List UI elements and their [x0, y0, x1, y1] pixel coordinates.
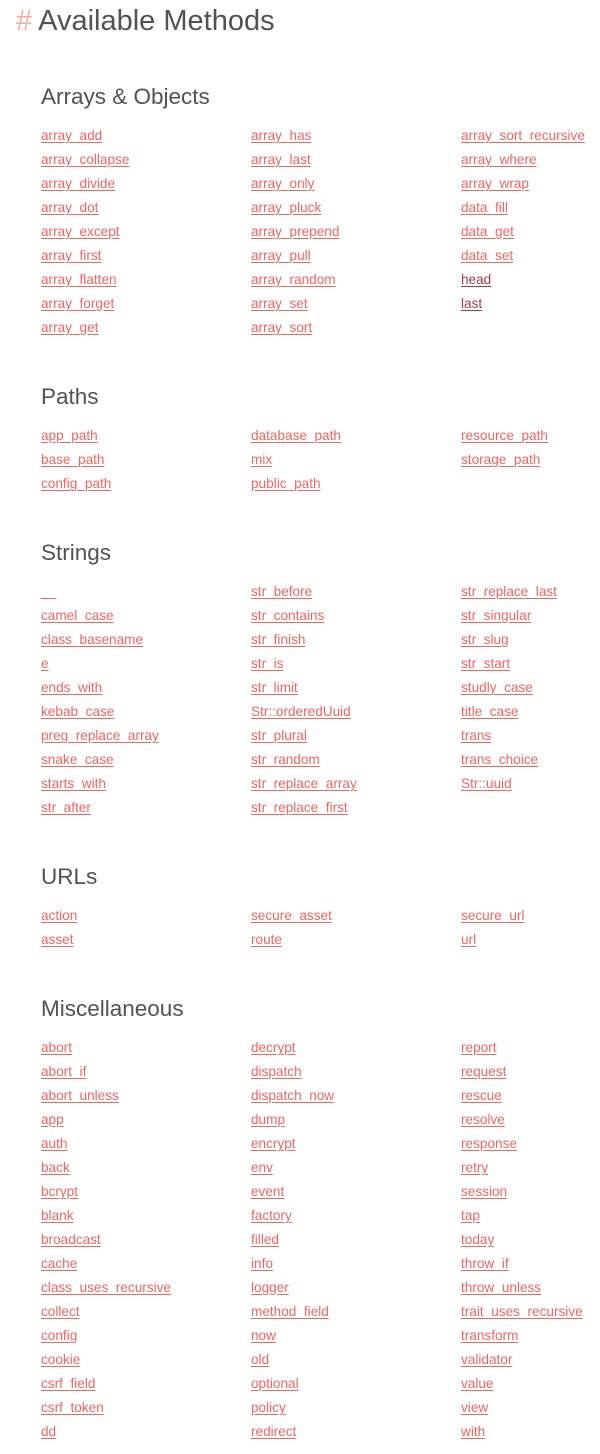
- method-link[interactable]: array_flatten: [41, 272, 117, 287]
- section-paths: [41, 382, 600, 496]
- method-link[interactable]: encrypt: [251, 1136, 296, 1151]
- method-link[interactable]: logger: [251, 1280, 289, 1295]
- method-link[interactable]: starts_with: [41, 776, 106, 791]
- method-link[interactable]: retry: [461, 1160, 489, 1175]
- method-link[interactable]: dump: [251, 1112, 286, 1127]
- method-link[interactable]: url: [461, 932, 477, 947]
- method-link[interactable]: Str::uuid: [461, 776, 512, 791]
- section-title: Strings: [41, 540, 112, 565]
- page-title-text: Available Methods: [38, 5, 275, 37]
- section-title: Paths: [41, 384, 99, 409]
- method-link[interactable]: config_path: [41, 476, 112, 491]
- method-column: [461, 424, 600, 496]
- method-link[interactable]: array_random: [251, 272, 336, 287]
- method-link[interactable]: array_pull: [251, 248, 311, 263]
- method-link[interactable]: str_slug: [461, 632, 509, 647]
- method-link[interactable]: trans: [461, 728, 492, 743]
- method-link[interactable]: array_except: [41, 224, 120, 239]
- method-link[interactable]: config: [41, 1328, 78, 1343]
- section-urls: [41, 862, 600, 952]
- method-link[interactable]: dispatch_now: [251, 1088, 335, 1103]
- method-link[interactable]: redirect: [251, 1424, 297, 1439]
- method-link[interactable]: method_field: [251, 1304, 329, 1319]
- method-link[interactable]: collect: [41, 1304, 80, 1319]
- method-column: [41, 1036, 251, 1444]
- method-link[interactable]: array_dot: [41, 200, 99, 215]
- method-link[interactable]: array_get: [41, 320, 99, 335]
- method-link[interactable]: now: [251, 1328, 276, 1343]
- method-link[interactable]: report: [461, 1040, 497, 1055]
- method-link[interactable]: array_wrap: [461, 176, 529, 191]
- method-link[interactable]: abort: [41, 1040, 72, 1055]
- method-link[interactable]: csrf_token: [41, 1400, 104, 1415]
- method-column: [251, 1036, 461, 1444]
- method-link[interactable]: head: [461, 272, 492, 287]
- method-link[interactable]: cookie: [41, 1352, 81, 1367]
- method-link[interactable]: array_first: [41, 248, 102, 263]
- method-link[interactable]: array_divide: [41, 176, 116, 191]
- method-link[interactable]: session: [461, 1184, 508, 1199]
- method-link[interactable]: secure_url: [461, 908, 525, 923]
- method-link[interactable]: optional: [251, 1376, 299, 1391]
- method-link[interactable]: str_random: [251, 752, 320, 767]
- method-link[interactable]: abort_if: [41, 1064, 87, 1079]
- method-link[interactable]: bcrypt: [41, 1184, 79, 1199]
- method-columns: [41, 1036, 600, 1444]
- method-link[interactable]: dd: [41, 1424, 57, 1439]
- method-link[interactable]: back: [41, 1160, 70, 1175]
- method-link[interactable]: array_forget: [41, 296, 115, 311]
- method-column: [41, 424, 251, 496]
- method-link[interactable]: base_path: [41, 452, 105, 467]
- method-link[interactable]: dispatch: [251, 1064, 302, 1079]
- method-link[interactable]: array_pluck: [251, 200, 322, 215]
- method-columns: [41, 424, 600, 496]
- method-link[interactable]: e: [41, 656, 49, 671]
- method-link[interactable]: str_plural: [251, 728, 307, 743]
- method-link[interactable]: throw_if: [461, 1256, 509, 1271]
- method-link[interactable]: snake_case: [41, 752, 114, 767]
- method-link[interactable]: str_replace_array: [251, 776, 357, 791]
- method-link[interactable]: array_where: [461, 152, 537, 167]
- method-column: [251, 580, 461, 820]
- method-column: [251, 424, 461, 496]
- method-link[interactable]: storage_path: [461, 452, 541, 467]
- method-link[interactable]: response: [461, 1136, 517, 1151]
- method-link[interactable]: array_has: [251, 128, 312, 143]
- method-columns: [41, 904, 600, 952]
- method-link[interactable]: env: [251, 1160, 273, 1175]
- method-link[interactable]: validator: [461, 1352, 513, 1367]
- method-link[interactable]: str_after: [41, 800, 91, 815]
- method-link[interactable]: decrypt: [251, 1040, 296, 1055]
- method-link[interactable]: app_path: [41, 428, 98, 443]
- method-link[interactable]: factory: [251, 1208, 292, 1223]
- method-link[interactable]: array_sort: [251, 320, 313, 335]
- method-link[interactable]: array_last: [251, 152, 311, 167]
- method-link[interactable]: broadcast: [41, 1232, 101, 1247]
- method-column: [251, 124, 461, 340]
- method-link[interactable]: array_prepend: [251, 224, 340, 239]
- method-link[interactable]: public_path: [251, 476, 321, 491]
- method-column: [41, 904, 251, 952]
- method-link[interactable]: route: [251, 932, 282, 947]
- method-columns: [41, 124, 600, 340]
- method-column: [41, 580, 251, 820]
- method-link[interactable]: str_is: [251, 656, 284, 671]
- method-link[interactable]: blank: [41, 1208, 74, 1223]
- method-link[interactable]: str_limit: [251, 680, 298, 695]
- method-link[interactable]: info: [251, 1256, 273, 1271]
- method-link[interactable]: view: [461, 1400, 489, 1415]
- method-link[interactable]: array_set: [251, 296, 308, 311]
- method-link[interactable]: Str::orderedUuid: [251, 704, 351, 719]
- method-link[interactable]: str_finish: [251, 632, 306, 647]
- method-link[interactable]: trans_choice: [461, 752, 539, 767]
- method-link[interactable]: str_before: [251, 584, 313, 599]
- method-link[interactable]: cache: [41, 1256, 78, 1271]
- method-columns: [41, 580, 600, 820]
- method-column: [461, 904, 600, 952]
- method-link[interactable]: policy: [251, 1400, 286, 1415]
- section-miscellaneous: [41, 994, 600, 1444]
- section-title: Arrays & Objects: [41, 84, 210, 109]
- method-link[interactable]: __: [41, 584, 57, 599]
- method-link[interactable]: action: [41, 908, 78, 923]
- method-link[interactable]: transform: [461, 1328, 519, 1343]
- method-link[interactable]: database_path: [251, 428, 341, 443]
- method-link[interactable]: str_singular: [461, 608, 532, 623]
- method-link[interactable]: str_replace_first: [251, 800, 348, 815]
- method-link[interactable]: today: [461, 1232, 495, 1247]
- method-link[interactable]: data_set: [461, 248, 514, 263]
- page-title: [16, 2, 275, 40]
- method-link[interactable]: kebab_case: [41, 704, 115, 719]
- method-link[interactable]: with: [461, 1424, 486, 1439]
- method-link[interactable]: array_sort_recursive: [461, 128, 585, 143]
- method-link[interactable]: resource_path: [461, 428, 548, 443]
- method-link[interactable]: csrf_field: [41, 1376, 96, 1391]
- method-link[interactable]: last: [461, 296, 483, 311]
- method-link[interactable]: str_replace_last: [461, 584, 557, 599]
- method-link[interactable]: data_fill: [461, 200, 508, 215]
- method-link[interactable]: trait_uses_recursive: [461, 1304, 583, 1319]
- method-link[interactable]: class_uses_recursive: [41, 1280, 171, 1295]
- method-link[interactable]: auth: [41, 1136, 68, 1151]
- method-column: [251, 904, 461, 952]
- method-column: [41, 124, 251, 340]
- method-link[interactable]: secure_asset: [251, 908, 332, 923]
- method-link[interactable]: camel_case: [41, 608, 114, 623]
- method-link[interactable]: value: [461, 1376, 494, 1391]
- method-link[interactable]: title_case: [461, 704, 519, 719]
- heading-anchor-hash[interactable]: #: [16, 5, 33, 37]
- method-link[interactable]: preg_replace_array: [41, 728, 159, 743]
- method-column: [461, 580, 600, 820]
- method-link[interactable]: array_collapse: [41, 152, 130, 167]
- method-link[interactable]: array_add: [41, 128, 103, 143]
- method-link[interactable]: old: [251, 1352, 270, 1367]
- method-link[interactable]: array_only: [251, 176, 315, 191]
- method-column: [461, 1036, 600, 1444]
- method-link[interactable]: mix: [251, 452, 273, 467]
- method-column: [461, 124, 600, 340]
- method-link[interactable]: class_basename: [41, 632, 144, 647]
- method-link[interactable]: throw_unless: [461, 1280, 542, 1295]
- method-link[interactable]: abort_unless: [41, 1088, 119, 1103]
- method-link[interactable]: ends_with: [41, 680, 103, 695]
- method-link[interactable]: app: [41, 1112, 64, 1127]
- method-link[interactable]: studly_case: [461, 680, 533, 695]
- method-link[interactable]: resolve: [461, 1112, 505, 1127]
- method-link[interactable]: tap: [461, 1208, 480, 1223]
- section-arrays-objects: [41, 82, 600, 340]
- method-link[interactable]: rescue: [461, 1088, 502, 1103]
- method-link[interactable]: request: [461, 1064, 507, 1079]
- section-title: URLs: [41, 864, 98, 889]
- method-link[interactable]: str_start: [461, 656, 511, 671]
- method-link[interactable]: asset: [41, 932, 74, 947]
- section-strings: [41, 538, 600, 820]
- section-title: Miscellaneous: [41, 996, 184, 1021]
- method-link[interactable]: filled: [251, 1232, 279, 1247]
- method-link[interactable]: data_get: [461, 224, 514, 239]
- method-link[interactable]: str_contains: [251, 608, 325, 623]
- method-link[interactable]: event: [251, 1184, 285, 1199]
